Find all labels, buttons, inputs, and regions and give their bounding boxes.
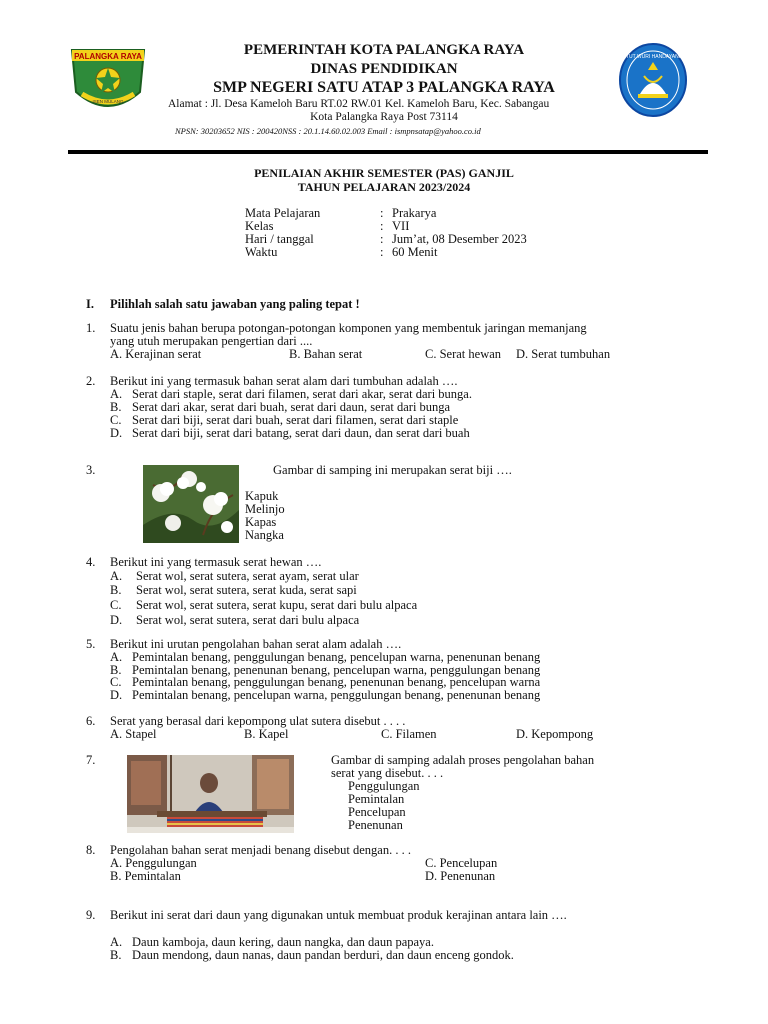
q8-option-c: C. Pencelupan [425,856,498,870]
q6-option-b: B. Kapel [244,727,289,741]
q2-option-c: C. Serat dari biji, serat dari buah, serat dari filamen, serat dari staple [110,413,459,427]
q7-text-line2: serat yang disebut. . . . [331,766,444,780]
info-sep-3: : [380,245,384,259]
q1-option-b: B. Bahan serat [289,347,363,361]
logo-right-text: TUT WURI HANDAYANI [625,54,681,60]
q3-option-3: Kapas [245,515,277,529]
info-label-3: Waktu [245,245,278,259]
section-num: I. [86,297,94,311]
header-ids: NPSN: 30203652 NIS : 200420NSS : 20.1.14.60.02.003 Email : ismpnsatap@yahoo.co.id [175,126,481,136]
q7-option-1: Penggulungan [348,779,420,793]
q9-number: 9. [86,908,96,922]
q5-option-b: B. Pemintalan benang, penenunan benang, pencelupan warna, penggulungan benang [110,663,541,677]
q7-text-line1: Gambar di samping adalah proses pengolahan bahan [331,753,595,767]
q6-option-c: C. Filamen [381,727,437,741]
q4-text: Berikut ini yang termasuk serat hewan …. [110,555,322,569]
header-line1: PEMERINTAH KOTA PALANGKA RAYA [243,42,525,58]
q5-text: Berikut ini urutan pengolahan bahan serat alam adalah …. [110,637,402,651]
q6-option-a: A. Stapel [110,727,157,741]
q5-option-c: C. Pemintalan benang, penggulungan benang, penenunan benang, pencelupan warna [110,675,541,689]
section-title: Pilihlah salah satu jawaban yang paling tepat ! [110,297,360,311]
q4-option-b: B. Serat wol, serat sutera, serat kuda, serat sapi [110,583,357,597]
q2-number: 2. [86,374,96,388]
q1-option-a: A. Kerajinan serat [110,347,202,361]
weaving-image [127,755,294,833]
info-label-1: Kelas [245,219,274,233]
header-address: Alamat : Jl. Desa Kameloh Baru RT.02 RW.01 Kel. Kameloh Baru, Kec. Sabangau [168,98,550,110]
info-sep-2: : [380,232,384,246]
q9-option-b: B. Daun mendong, daun nanas, daun pandan berduri, dan daun enceng gondok. [110,948,514,962]
q5-option-d: D. Pemintalan benang, pencelupan warna, penggulungan benang, penenunan benang [110,688,541,702]
info-label-0: Mata Pelajaran [245,206,321,220]
q7-option-4: Penenunan [348,818,403,832]
q1-option-d: D. Serat tumbuhan [516,347,611,361]
q3-text: Gambar di samping ini merupakan serat biji …. [273,463,512,477]
q3-number: 3. [86,463,96,477]
q8-option-a: A. Penggulungan [110,856,197,870]
info-sep-1: : [380,219,384,233]
q6-option-d: D. Kepompong [516,727,594,741]
q1-number: 1. [86,321,96,335]
q9-text: Berikut ini serat dari daun yang digunakan untuk membuat produk kerajinan antara lain …. [110,908,567,922]
q7-number: 7. [86,753,96,767]
q1-text-line1: Suatu jenis bahan berupa potongan-potongan komponen yang membentuk jaringan memanjang [110,321,587,335]
q4-option-d: D. Serat wol, serat sutera, serat dari bulu alpaca [110,613,360,627]
header-address2: Kota Palangka Raya Post 73114 [310,111,458,123]
q2-option-a: A. Serat dari staple, serat dari filamen, serat dari akar, serat dari bunga. [110,387,472,401]
q4-number: 4. [86,555,96,569]
logo-left-bottom: ISEN MULANG [92,99,124,104]
q2-text: Berikut ini yang termasuk bahan serat alam dari tumbuhan adalah …. [110,374,458,388]
header-rule [68,150,708,154]
cotton-image [143,465,239,543]
q3-option-2: Melinjo [245,502,285,516]
info-value-0: Prakarya [392,206,437,220]
q1-option-c: C. Serat hewan [425,347,502,361]
q7-option-3: Pencelupan [348,805,406,819]
q4-option-a: A. Serat wol, serat sutera, serat ayam, serat ular [110,569,359,583]
exam-title2: TAHUN PELAJARAN 2023/2024 [297,180,471,194]
q8-option-d: D. Penenunan [425,869,496,883]
q2-option-b: B. Serat dari akar, serat dari buah, serat dari daun, serat dari bunga [110,400,451,414]
info-label-2: Hari / tanggal [245,232,314,246]
q8-option-b: B. Pemintalan [110,869,181,883]
q6-text: Serat yang berasal dari kepompong ulat sutera disebut . . . . [110,714,406,728]
logo-left-text: PALANGKA RAYA [74,52,142,61]
exam-title1: PENILAIAN AKHIR SEMESTER (PAS) GANJIL [254,166,514,180]
info-value-3: 60 Menit [392,245,438,259]
info-sep-0: : [380,206,384,220]
q5-number: 5. [86,637,96,651]
q5-option-a: A. Pemintalan benang, penggulungan benang, pencelupan warna, penenunan benang [110,650,541,664]
q8-number: 8. [86,843,96,857]
header-line3: SMP NEGERI SATU ATAP 3 PALANGKA RAYA [213,79,555,96]
info-value-1: VII [392,219,410,233]
q3-option-1: Kapuk [245,489,279,503]
q1-text-line2: yang utuh merupakan pengertian dari .... [110,334,313,348]
q7-option-2: Pemintalan [348,792,405,806]
q8-text: Pengolahan bahan serat menjadi benang disebut dengan. . . . [110,843,411,857]
q4-option-c: C. Serat wol, serat sutera, serat kupu, serat dari bulu alpaca [110,598,418,612]
q6-number: 6. [86,714,96,728]
q9-option-a: A. Daun kamboja, daun kering, daun nangka, dan daun papaya. [110,935,434,949]
header-line2: DINAS PENDIDIKAN [310,61,458,77]
q3-option-4: Nangka [245,528,284,542]
info-value-2: Jum’at, 08 Desember 2023 [392,232,527,246]
q2-option-d: D. Serat dari biji, serat dari batang, serat dari daun, dan serat dari buah [110,426,470,440]
